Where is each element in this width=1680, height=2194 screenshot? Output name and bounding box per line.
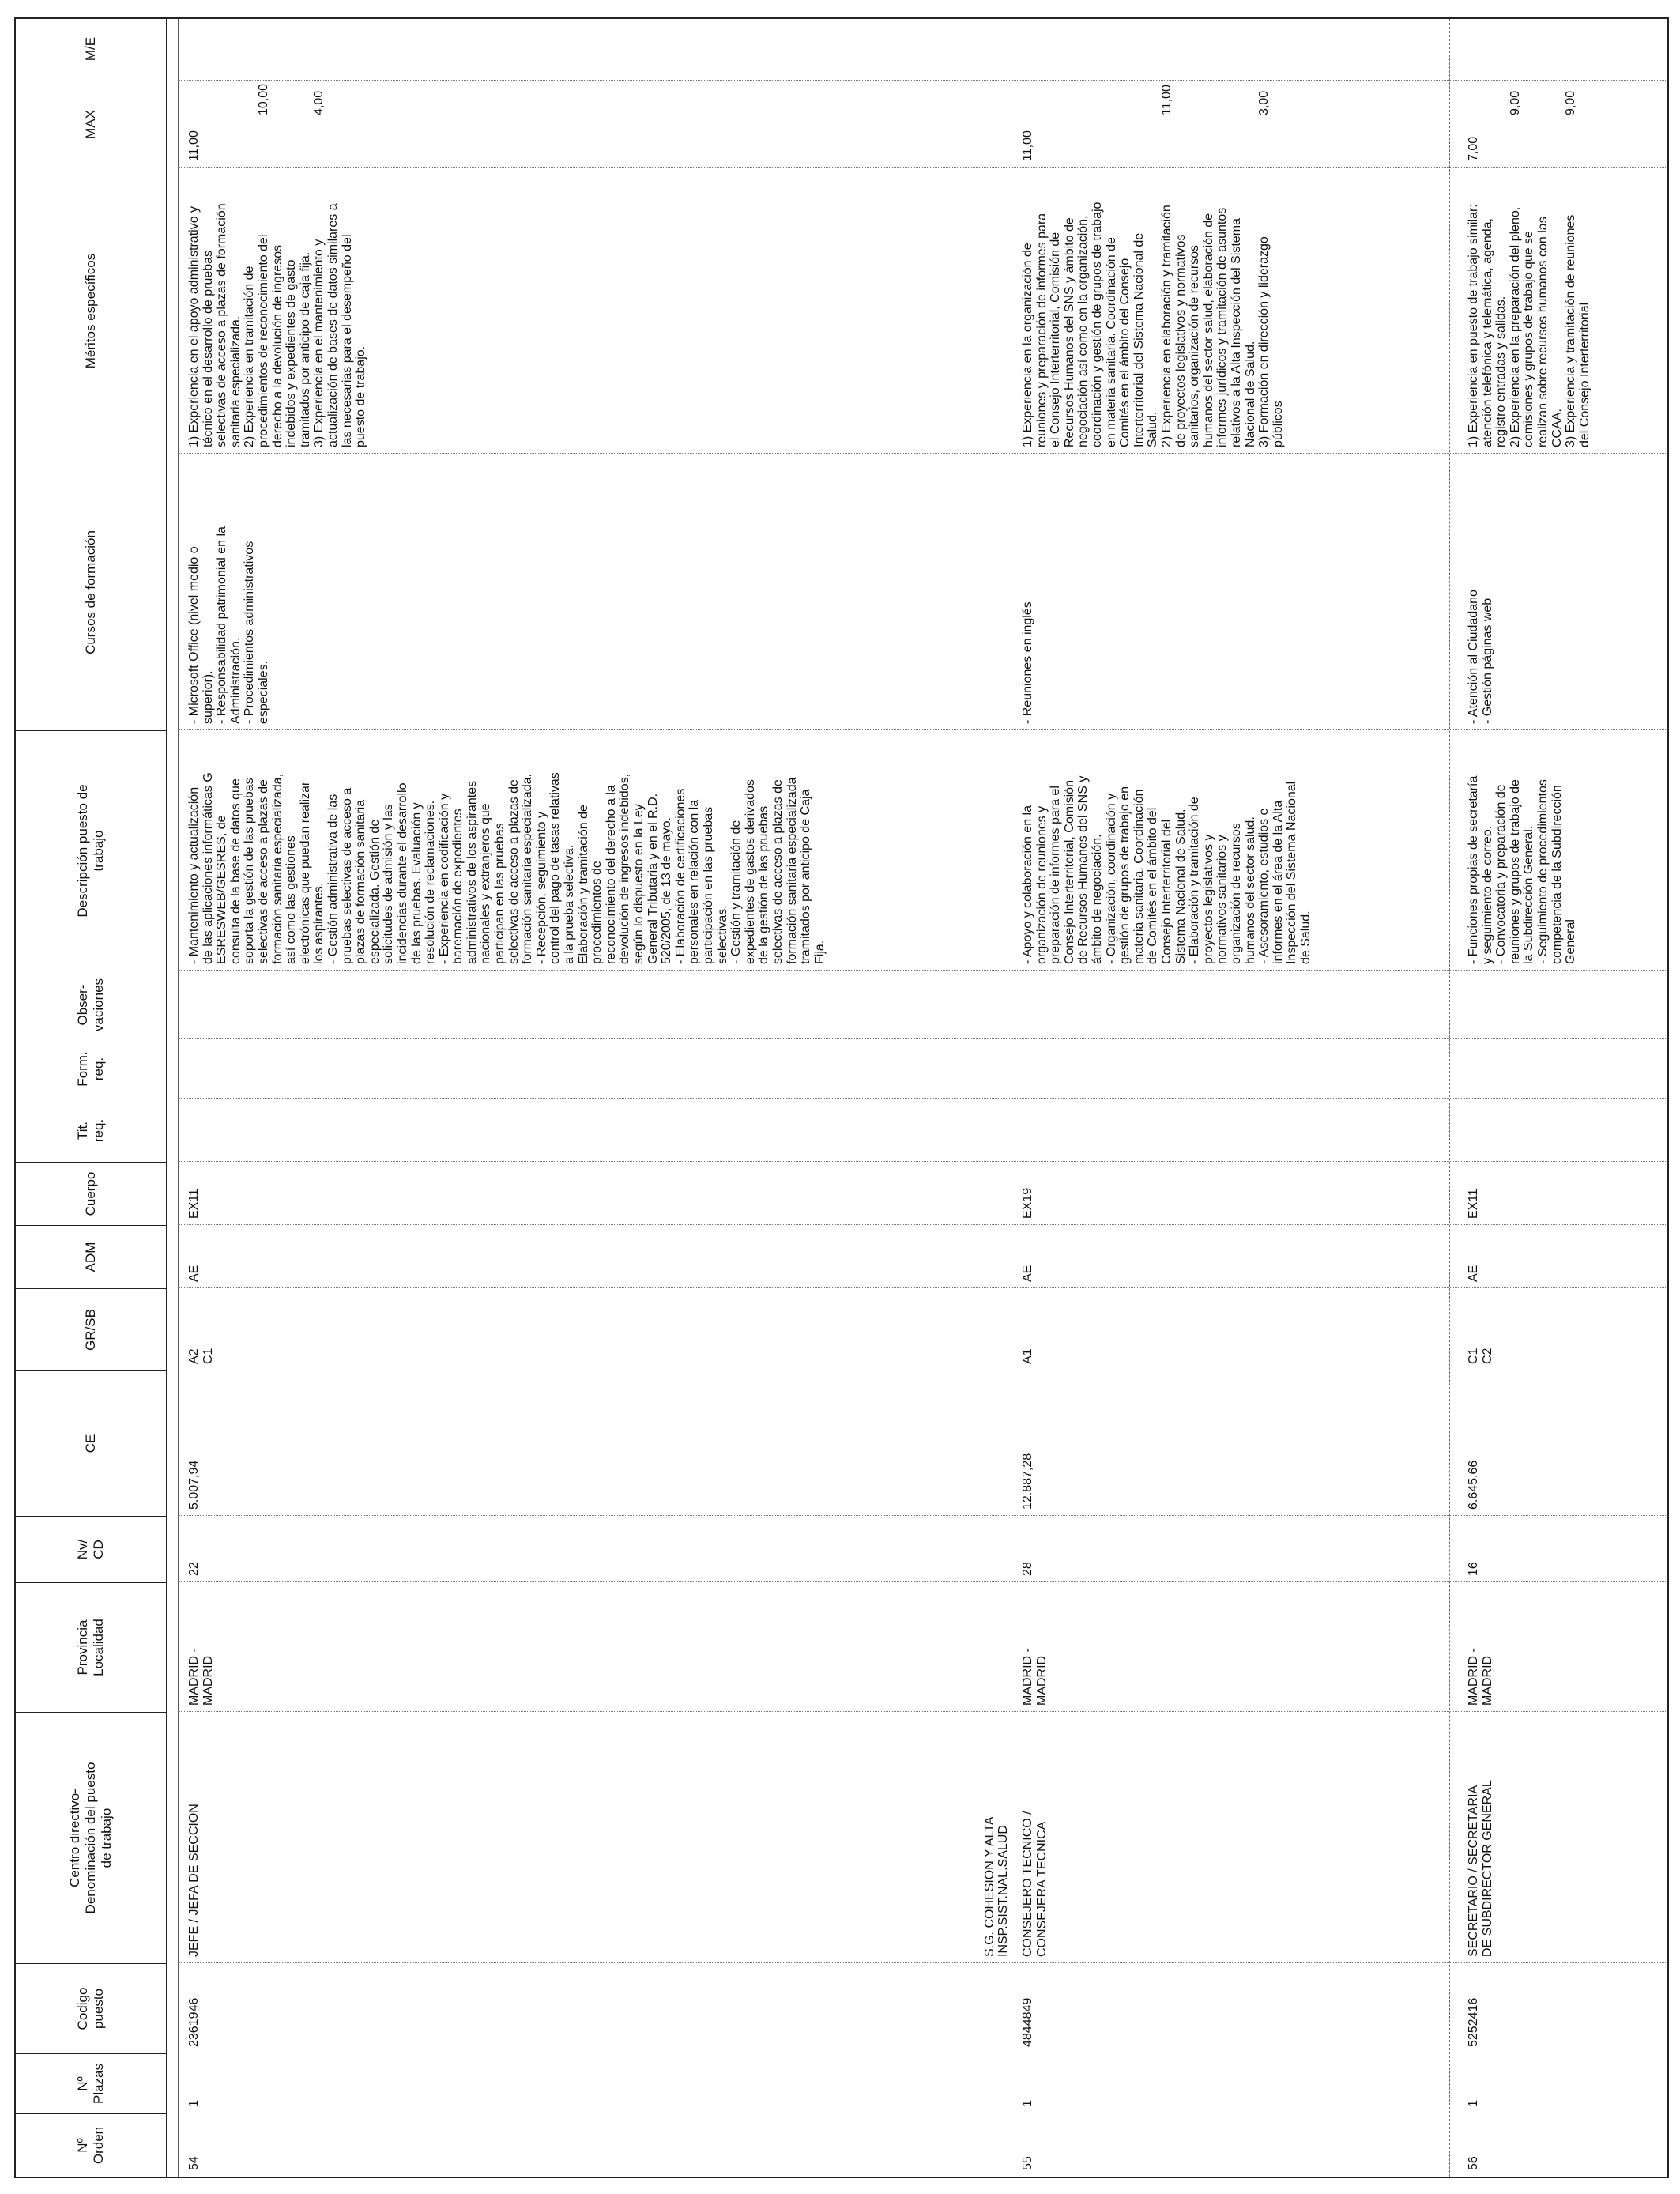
sub-score: 9,00: [1508, 90, 1522, 115]
column-divider: [178, 1581, 1667, 1582]
cell-centro: JEFE / JEFA DE SECCION: [187, 1804, 201, 1957]
cell-cursos: - Atención al Ciudadano - Gestión páginas web: [1467, 590, 1494, 724]
cell-max: 7,00: [1467, 136, 1480, 161]
cell-cuerpo: EX11: [1467, 1189, 1480, 1219]
row-separator: [1449, 19, 1450, 2177]
col-header-plazas: Nº Plazas: [16, 2053, 166, 2113]
cell-codigo: 2361946: [187, 1997, 201, 2047]
col-header-ce: CE: [16, 1370, 166, 1516]
col-header-me: M/E: [83, 36, 98, 62]
cell-ce: 5.007,94: [187, 1460, 201, 1510]
cell-centro: SECRETARIO / SECRETARIA DE SUBDIRECTOR GENERAL: [1467, 1780, 1494, 1957]
cell-provincia: MADRID - MADRID: [1467, 1648, 1494, 1706]
column-divider: [178, 167, 1667, 168]
col-header-cursos: Cursos de formación: [16, 454, 166, 730]
cell-nivel: 16: [1467, 1562, 1480, 1576]
sub-score: 11,00: [1160, 85, 1173, 115]
cell-centro: CONSEJERO TECNICO / CONSEJERA TECNICA: [1021, 1811, 1049, 1957]
cell-nivel: 28: [1021, 1562, 1034, 1576]
cell-meritos: 1) Experiencia en el apoyo administrativo y técnico en el desarrollo de pruebas selectivas de acceso a plazas de formación sanitaria especializada. 2) Experiencia en tramitación de procedimientos de reconocimiento del derecho a la devolución de ingresos indebidos y expedientes de gasto tramitados por anticipo de caja fija. 3) Experiencia en el mantenimiento y actualización de bases de datos similares a las necesarias para el desempeño del puesto de trabajo.: [187, 203, 368, 447]
cell-plazas: 1: [187, 2100, 201, 2107]
cell-cursos: - Reuniones en inglés: [1021, 601, 1034, 724]
col-header-meritos: Méritos específicos: [16, 168, 166, 454]
cell-codigo: 5252416: [1467, 1997, 1480, 2047]
cell-ce: 6.645,66: [1467, 1460, 1480, 1510]
cell-meritos: 1) Experiencia en puesto de trabajo similar: atención telefónica y telemática, agenda, registro entradas y salidas. 2) Experiencia en la preparación del pleno, comisiones y grupos de trabajo que se realizan sobre recursos humanos con las CCAA. 3) Experiencia y tramitación de reuniones del Consejo Interterritorial: [1467, 204, 1591, 447]
col-header-titulacion: Tit. req.: [16, 1099, 166, 1162]
cell-codigo: 4844849: [1021, 1997, 1034, 2047]
sub-score: 3,00: [1257, 90, 1271, 115]
column-divider: [178, 1711, 1667, 1712]
header-rule: [166, 19, 167, 2177]
cell-grupo: A1: [1021, 1348, 1034, 1364]
column-divider: [178, 1287, 1667, 1288]
column-divider: [178, 1098, 1667, 1099]
col-header-formacion: Form. req.: [16, 1039, 166, 1099]
table: [14, 17, 1669, 2178]
cell-cuerpo: EX11: [187, 1189, 201, 1219]
sub-score: 10,00: [257, 83, 270, 115]
cell-adm: AE: [187, 1265, 201, 1282]
column-divider: [178, 1038, 1667, 1039]
col-header-grupo: GR/SB: [16, 1288, 166, 1370]
col-header-descripcion: Descripción puesto de trabajo: [16, 730, 166, 971]
sub-score: 9,00: [1564, 90, 1578, 115]
cell-plazas: 1: [1467, 2100, 1480, 2107]
cell-orden: 56: [1467, 2156, 1480, 2170]
cell-orden: 54: [187, 2156, 201, 2170]
col-header-adm: ADM: [16, 1225, 166, 1288]
cell-max: 11,00: [1021, 130, 1034, 161]
column-divider: [178, 80, 1667, 81]
cell-provincia: MADRID - MADRID: [187, 1648, 215, 1706]
cell-grupo: A2 C1: [187, 1348, 215, 1364]
cell-provincia: MADRID - MADRID: [1021, 1648, 1049, 1706]
cell-nivel: 22: [187, 1562, 201, 1576]
col-header-observaciones: Obser- vaciones: [16, 971, 166, 1039]
cell-descripcion: - Funciones propias de secretaría y seguimiento de correo. - Convocatoria y preparación de reuniones y grupos de trabajo de la Subdirección General. - Seguimiento de procedimientos competencia de la Subdirección General: [1467, 775, 1578, 964]
col-header-nivel: Nv/ CD: [16, 1516, 166, 1582]
col-header-codigo: Codigo puesto: [16, 1963, 166, 2053]
cell-descripcion: - Apoyo y colaboración en la organización de reuniones y preparación de informes para el Consejo Interterritorial, Comisión de Recursos Humanos del SNS y ámbito de negociación. - Organización, coordinación y gestión de grupos de trabajo en materia sanitaria. Coordinación de Comités en el ámbito del Consejo Interterritorial del Sistema Nacional de Salud. - Elaboración y tramitación de proyectos legislativos y normativos sanitarios y organización de recursos humanos del sector salud. - Asesoramiento, estudios e informes en el área de la Alta Inspección del Sistema Nacional de Salud.: [1021, 775, 1313, 964]
cell-adm: AE: [1467, 1265, 1480, 1282]
column-divider: [178, 453, 1667, 454]
sub-score: 4,00: [312, 90, 326, 115]
cell-descripcion: - Mantenimiento y actualización de las aplicaciones informáticas G ESRESWEB/GESRES, de consulta de la base de datos que soporta la gestión de las pruebas selectivas de acceso a plazas de formación sanitaria especializada, así como las gestiones electrónicas que puedan realizar los aspirantes. - Gestión administrativa de las pruebas selectivas de acceso a plazas de formación sanitaria especializada. Gestión de solicitudes de admisión y las incidencias durante el desarrollo de las pruebas. Evaluación y resolución de reclamaciones. - Experiencia en codificación y baremación de expedientes administrativos de los aspirantes nacionales y extranjeros que participan en las pruebas selectivas de acceso a plazas de formación sanitaria especializada. - Recepción, seguimiento y control del pago de tasas relativas a la prueba selectiva. Elaboración y tramitación de procedimientos de reconocimiento del derecho a la devolución de ingresos indebidos, según lo dispuesto en la Ley General Tributaria y en el R.D. 520/2005, de 13 de mayo. - Elaboración de certificaciones personales en relación con la participación en las pruebas selectivas. - Gestión y tramitación de expedientes de gastos derivados de la gestión de las pruebas selectivas de acceso a plazas de formación sanitaria especializada tramitados por anticipo de Caja Fija.: [187, 772, 827, 964]
column-divider: [178, 1515, 1667, 1516]
cell-orden: 55: [1021, 2156, 1034, 2170]
col-header-max: MAX: [16, 81, 166, 168]
cell-ce: 12.887,28: [1021, 1453, 1034, 1510]
group-label: S.G. COHESION Y ALTA INSP.SIST.NAL.SALUD: [983, 1816, 1010, 1957]
cell-adm: AE: [1021, 1265, 1034, 1282]
col-header-provincia: Provincia Localidad: [16, 1582, 166, 1712]
cell-cursos: - Microsoft Office (nivel medio o superior). - Responsabilidad patrimonial en la Administración. - Procedimientos administrativos especiales.: [187, 526, 270, 724]
col-header-centro: Centro directivo- Denominación del puesto de trabajo: [16, 1712, 166, 1963]
col-header-cuerpo: Cuerpo: [16, 1162, 166, 1225]
cell-plazas: 1: [1021, 2100, 1034, 2107]
cell-max: 11,00: [187, 130, 201, 161]
cell-grupo: C1 C2: [1467, 1348, 1494, 1364]
cell-meritos: 1) Experiencia en la organización de reuniones y preparación de informes para el Consejo Interterritorial, Comisión de Recursos Humanos del SNS y ámbito de negociación así como en la organización, coordinación y gestión de grupos de trabajo en materia sanitaria. Coordinación de Comités en el ámbito del Consejo Interterritorial del Sistema Nacional de Salud. 2) Experiencia en elaboración y tramitación de proyectos legislativos y normativos sanitarios, organización de recursos humanos del sector salud, elaboración de informes jurídicos y tramitación de asuntos relativos a la Alta Inspección del Sistema Nacional de Salud. 3) Formación en dirección y liderazgo públicos: [1021, 202, 1285, 447]
col-header-orden: Nº Orden: [16, 2113, 166, 2177]
column-divider: [178, 1224, 1667, 1225]
column-divider: [178, 1161, 1667, 1162]
cell-cuerpo: EX19: [1021, 1187, 1034, 1219]
column-divider: [178, 1962, 1667, 1963]
